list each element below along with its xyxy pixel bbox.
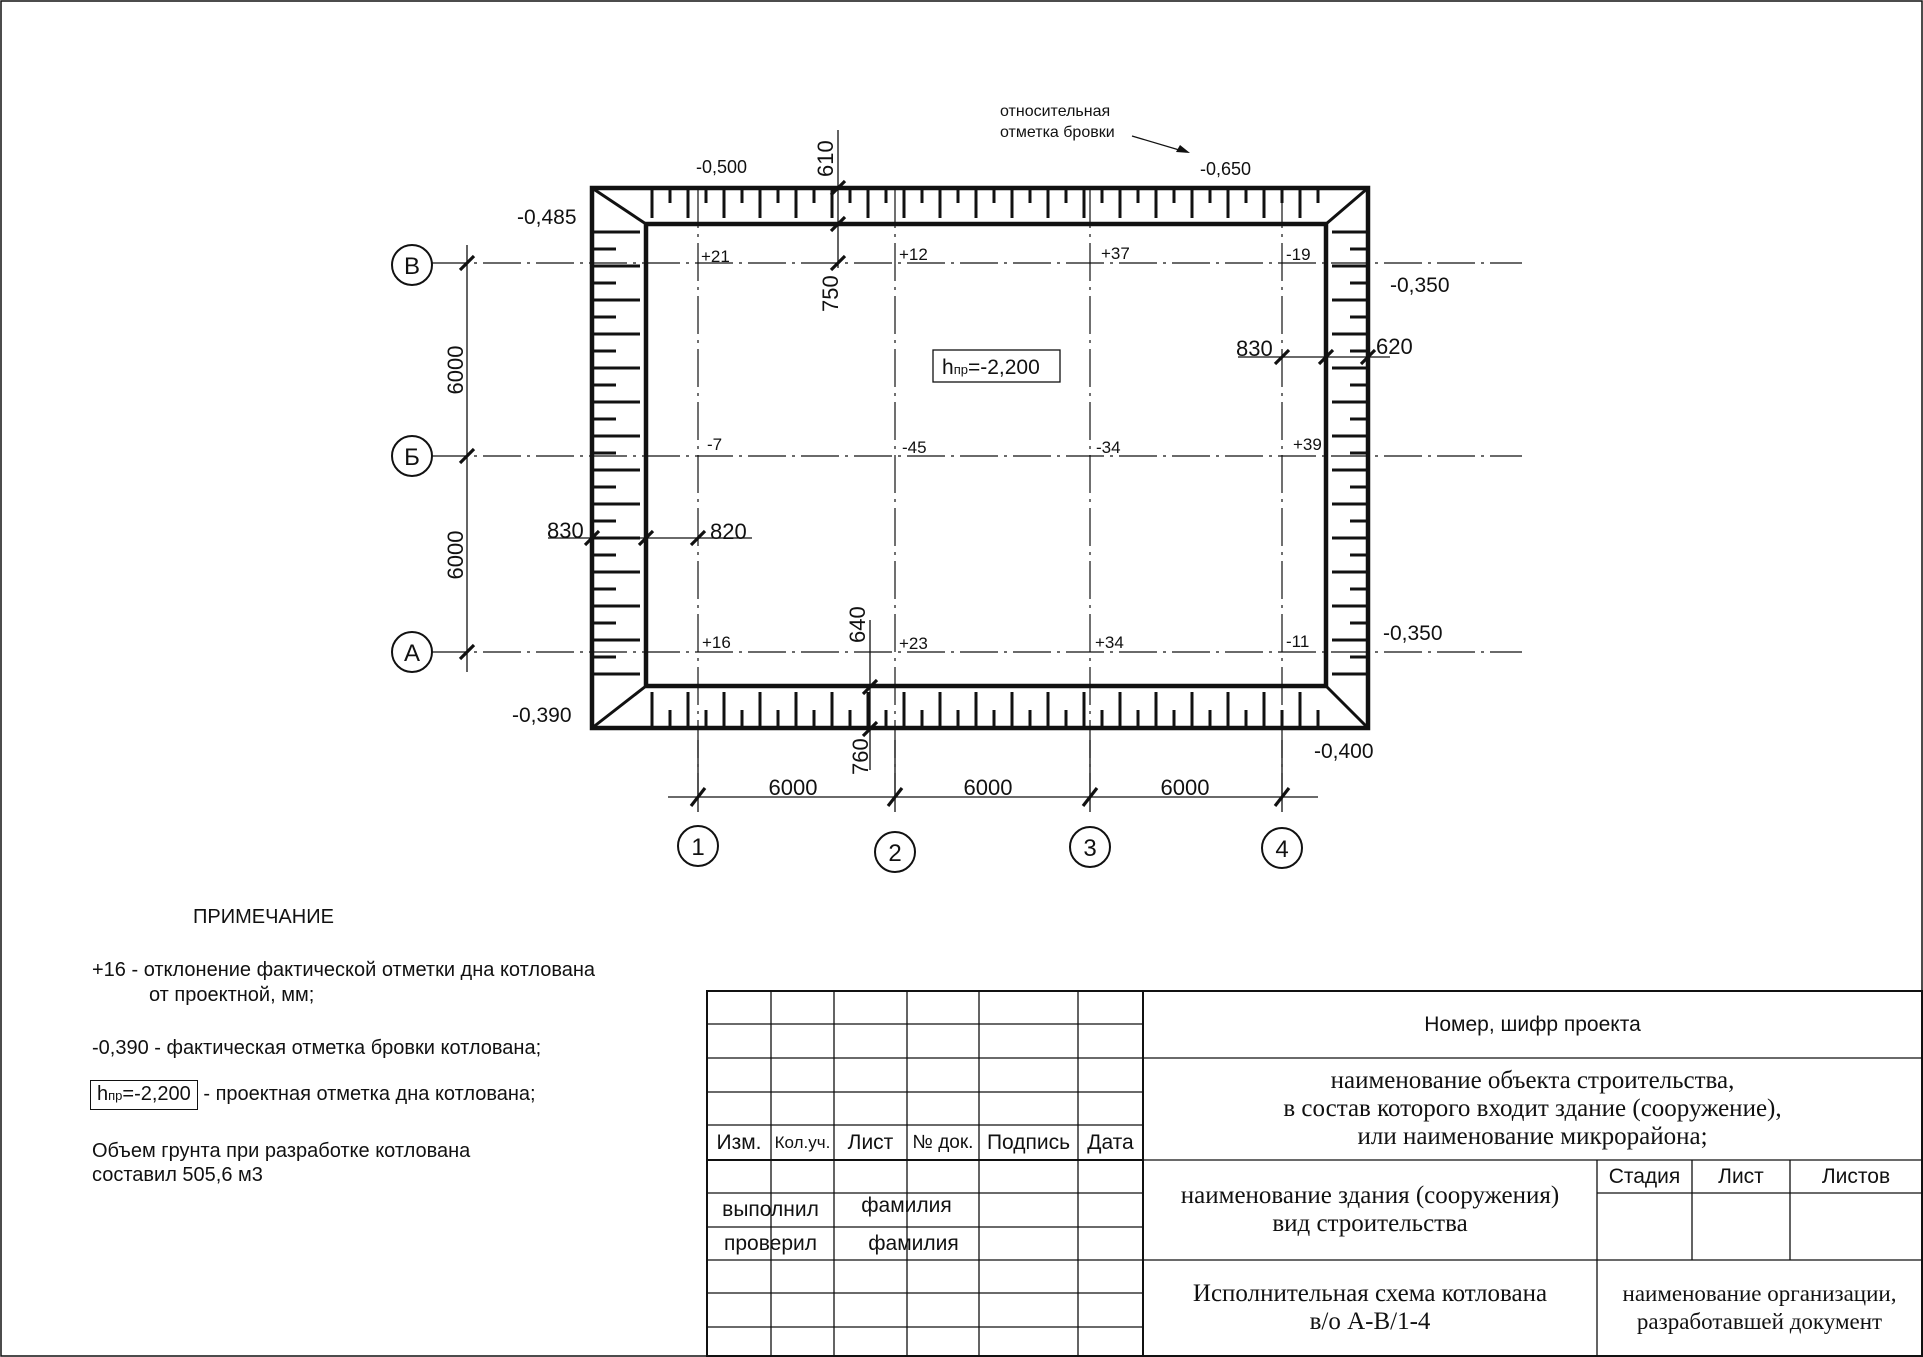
dev-a-4: -11: [1286, 632, 1310, 651]
corner-tl: [592, 188, 646, 224]
notes-title: ПРИМЕЧАНИЕ: [193, 906, 334, 928]
design-level-box: [933, 350, 1060, 382]
tb-header-data: Дата: [1087, 1130, 1134, 1154]
design-level-value: =-2,200: [967, 356, 1040, 379]
corner-tr: [1326, 188, 1368, 224]
tb-checked-name: фамилия: [868, 1231, 959, 1255]
axis-label-4: 4: [1275, 836, 1289, 863]
notes-line-4a: Объем грунта при разработке котлована: [92, 1140, 471, 1162]
dim-right-out: 620: [1376, 334, 1413, 359]
tb-performed-label: выполнил: [722, 1198, 819, 1221]
corner-br: [1326, 686, 1368, 728]
notes-line-3-rest: - проектная отметка дна котлована;: [203, 1083, 536, 1105]
dimension-ticks: [460, 181, 1375, 806]
spacing-x-1: 6000: [768, 775, 818, 800]
spacing-y-1: 6000: [443, 345, 468, 395]
tb-org-name-2: разработавшей документ: [1636, 1309, 1883, 1334]
pit-bottom-edge: [646, 224, 1326, 686]
notes-design-level-value: =-2,200: [122, 1083, 191, 1105]
corner-bl: [592, 686, 646, 728]
notes-design-level-prefix: h: [97, 1083, 109, 1105]
annotation-line-2: отметка бровки: [1000, 124, 1115, 141]
axis-label-2: 2: [888, 840, 902, 867]
level-bottom-right: -0,400: [1314, 740, 1374, 763]
level-top-left: -0,485: [517, 206, 577, 229]
axis-label-b: Б: [404, 444, 420, 471]
tb-building-name-2: вид строительства: [1272, 1210, 1468, 1237]
annotation-line-1: относительная: [1000, 103, 1111, 120]
annotation-leader: [1132, 136, 1190, 153]
axis-label-a: А: [403, 640, 421, 667]
level-bottom-left: -0,390: [512, 704, 572, 727]
tb-object-name: [1143, 1058, 1922, 1160]
spacing-y-2: 6000: [443, 530, 468, 580]
dev-v-3: +37: [1101, 244, 1130, 263]
dim-bottom-in: 640: [845, 606, 870, 643]
design-level-sub: пр: [953, 362, 968, 377]
notes-line-2: -0,390 - фактическая отметка бровки котлована;: [92, 1037, 542, 1059]
tb-performed-name: фамилия: [861, 1194, 952, 1217]
level-right-lower: -0,350: [1383, 622, 1443, 645]
tb-drawing-title-1: Исполнительная схема котлована: [1192, 1280, 1548, 1307]
dev-a-3: +34: [1095, 633, 1124, 652]
notes-line-4b: составил 505,6 м3: [92, 1164, 263, 1186]
dim-left-in: 820: [710, 519, 747, 544]
dim-top-out: 610: [813, 140, 838, 177]
tb-header-podpis: Подпись: [986, 1130, 1071, 1154]
dev-b-4: +39: [1293, 435, 1322, 454]
design-level-prefix: h: [942, 356, 954, 379]
tb-project-code: Номер, шифр проекта: [1424, 1012, 1641, 1036]
dev-v-1: +21: [701, 247, 730, 266]
dev-b-2: -45: [902, 438, 927, 457]
notes-line-1b: от проектной, мм;: [149, 984, 315, 1006]
tb-building-name: [1143, 1160, 1597, 1260]
tb-header-list: Лист: [847, 1130, 894, 1154]
dim-bottom-out: 760: [848, 738, 873, 775]
notes-design-level-sub: пр: [108, 1088, 123, 1103]
tb-stage-label: Стадия: [1608, 1164, 1681, 1188]
tb-header-izm: Изм.: [716, 1130, 762, 1154]
tb-header-ndok: № док.: [912, 1131, 974, 1153]
dev-b-1: -7: [707, 435, 723, 454]
dev-v-2: +12: [899, 245, 928, 264]
dim-right-in: 830: [1236, 336, 1273, 361]
dev-a-1: +16: [702, 633, 731, 652]
tb-org-name: [1597, 1260, 1922, 1356]
dim-left-out: 830: [547, 518, 584, 543]
tb-object-name-3: или наименование микрорайона;: [1357, 1123, 1708, 1150]
tb-sheets-label: Листов: [1821, 1164, 1891, 1188]
notes-design-level-box: [90, 1080, 198, 1110]
axis-label-3: 3: [1083, 835, 1097, 862]
axis-label-1: 1: [691, 834, 705, 861]
tb-object-name-2: в состав которого входит здание (сооружение),: [1283, 1095, 1782, 1122]
spacing-x-3: 6000: [1160, 775, 1210, 800]
level-top-mid-left: -0,500: [696, 157, 748, 177]
tb-checked-label: проверил: [724, 1231, 817, 1255]
dev-b-3: -34: [1096, 438, 1121, 457]
dev-a-2: +23: [899, 634, 928, 653]
notes-line-3: [90, 1080, 536, 1110]
tb-object-name-1: наименование объекта строительства,: [1330, 1067, 1735, 1094]
axis-label-v: В: [403, 253, 421, 280]
level-top-right: -0,650: [1200, 159, 1252, 179]
tb-org-name-1: наименование организации,: [1622, 1281, 1897, 1306]
tb-building-name-1: наименование здания (сооружения): [1180, 1182, 1560, 1209]
tb-drawing-title: [1143, 1260, 1597, 1356]
tb-header-koluch: Кол.уч.: [774, 1132, 831, 1152]
tb-sheet-label: Лист: [1718, 1164, 1764, 1188]
dim-top-in: 750: [818, 275, 843, 312]
notes-line-1a: +16 - отклонение фактической отметки дна котлована: [92, 959, 596, 981]
dev-v-4: -19: [1286, 245, 1311, 264]
tb-drawing-title-2: в/о А-В/1-4: [1309, 1308, 1431, 1335]
spacing-x-2: 6000: [963, 775, 1013, 800]
level-right-upper: -0,350: [1390, 274, 1450, 297]
